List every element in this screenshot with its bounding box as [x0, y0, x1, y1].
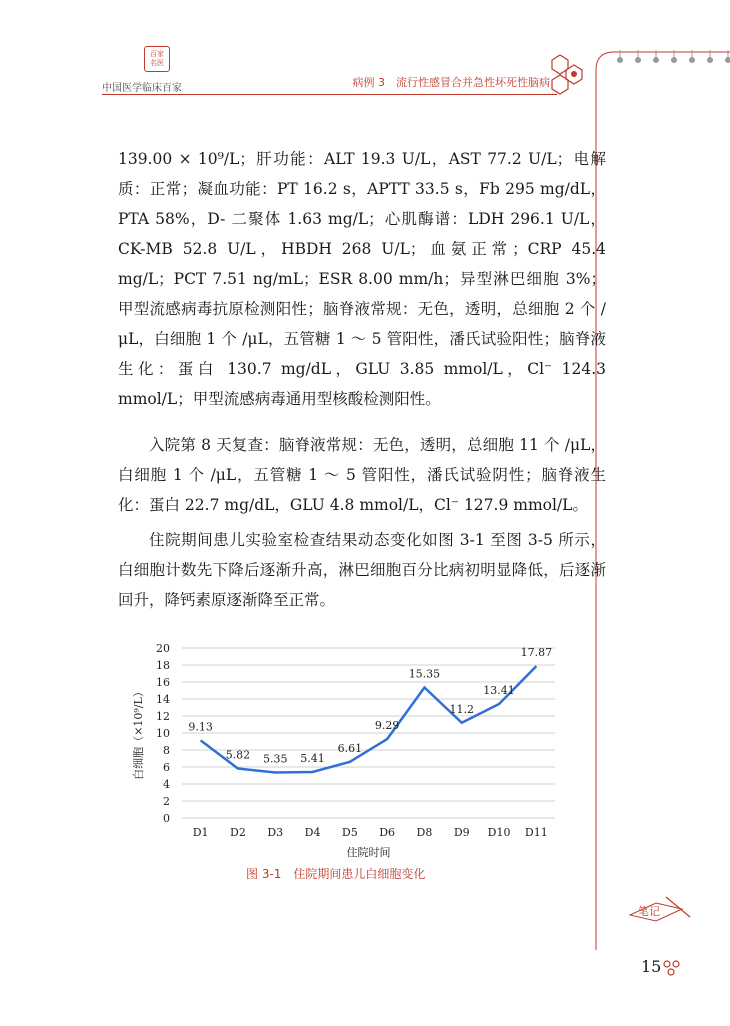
x-tick-label: D3 [267, 826, 284, 839]
y-tick-label: 6 [163, 761, 170, 774]
body-paragraph-3: 住院期间患儿实验室检查结果动态变化如图 3-1 至图 3-5 所示，白细胞计数先下降后逐渐升高，淋巴细胞百分比病初明显降低，后逐渐回升，降钙素原逐渐降至正常。 [118, 531, 606, 609]
x-axis-title: 住院时间 [346, 846, 391, 859]
data-label: 5.82 [225, 748, 251, 762]
page-ornament-icon [662, 958, 682, 978]
x-tick-label: D8 [416, 826, 433, 839]
figure-caption: 图 3-1 住院期间患儿白细胞变化 [246, 867, 426, 881]
notes-pen-icon [626, 893, 696, 923]
y-tick-label: 0 [163, 812, 170, 825]
publisher-name: 中国医学临床百家 [102, 83, 182, 94]
data-label: 5.41 [300, 752, 325, 766]
wbc-line-chart [130, 632, 570, 862]
y-tick-label: 18 [156, 659, 170, 672]
x-tick-label: D10 [487, 826, 511, 839]
y-tick-label: 4 [163, 778, 170, 791]
y-tick-label: 14 [156, 693, 170, 706]
header-divider [102, 94, 557, 95]
y-axis-title: 白细胞（×10⁹/L） [132, 686, 145, 780]
body-paragraph-2: 入院第 8 天复查：脑脊液常规：无色，透明，总细胞 11 个 /μL，白细胞 1 个 /μL，五管糖 1 ～ 5 管阳性，潘氏试验阴性；脑脊液生化：蛋白 22.7 mg/dL，GLU 4.8 mmol/L，Cl⁻ 127.9 mmol/L。 [118, 436, 606, 514]
x-tick-label: D1 [192, 826, 209, 839]
x-tick-label: D9 [453, 826, 470, 839]
x-tick-label: D2 [230, 826, 246, 839]
y-tick-label: 8 [163, 744, 170, 757]
y-axis-ticks [156, 642, 170, 825]
seal-text: 百家 [150, 50, 164, 58]
y-tick-label: 12 [156, 710, 170, 723]
data-label: 13.41 [483, 684, 515, 698]
chapter-title: 病例 3 流行性感冒合并急性坏死性脑病 [352, 76, 550, 89]
x-tick-label: D5 [341, 826, 358, 839]
chart-grid [182, 648, 555, 818]
data-label: 11.2 [449, 702, 474, 716]
publisher-seal-logo [144, 46, 170, 72]
data-label: 6.61 [337, 741, 363, 755]
y-tick-label: 20 [156, 642, 170, 655]
data-label: 9.13 [188, 720, 213, 734]
data-label: 5.35 [263, 752, 288, 766]
page-number: 15 [641, 957, 662, 976]
body-paragraph-1: 139.00 × 10⁹/L；肝功能：ALT 19.3 U/L，AST 77.2 U/L；电解质：正常；凝血功能：PT 16.2 s，APTT 33.5 s，Fb 295 mg/dL，PTA 58%，D- 二聚体 1.63 mg/L；心肌酶谱：LDH 296.1 U/L，CK-MB 52.8 U/L，HBDH 268 U/L；血氨正常；CRP 45.4 mg/L；PCT 7.51 ng/mL；ESR 8.00 mm/h；异型淋巴细胞 3%；甲型流感病毒抗原检测阳性；脑脊液常规：无色，透明，总细胞 2 个 /μL，白细胞 1 个 /μL，五管糖 1 ～ 5 管阳性，潘氏试验阳性；脑脊液生化：蛋白 130.7 mg/dL，GLU 3.85 mmol/L，Cl⁻ 124.3 mmol/L；甲型流感病毒通用型核酸检测阳性。 [118, 150, 606, 408]
data-label: 17.87 [520, 646, 553, 660]
y-tick-label: 2 [163, 795, 170, 808]
seal-text: 名医 [150, 59, 164, 67]
x-axis-ticks [193, 826, 548, 839]
svg-text:笔记: 笔记 [638, 905, 660, 918]
y-tick-label: 16 [156, 676, 170, 689]
x-tick-label: D6 [379, 826, 396, 839]
x-tick-label: D4 [304, 826, 321, 839]
y-tick-label: 10 [156, 727, 170, 740]
x-tick-label: D11 [524, 826, 548, 839]
data-label: 9.29 [374, 719, 400, 733]
hexagon-decoration-icon [538, 48, 594, 98]
notes-margin-panel [592, 50, 730, 950]
data-label: 15.35 [408, 667, 441, 681]
